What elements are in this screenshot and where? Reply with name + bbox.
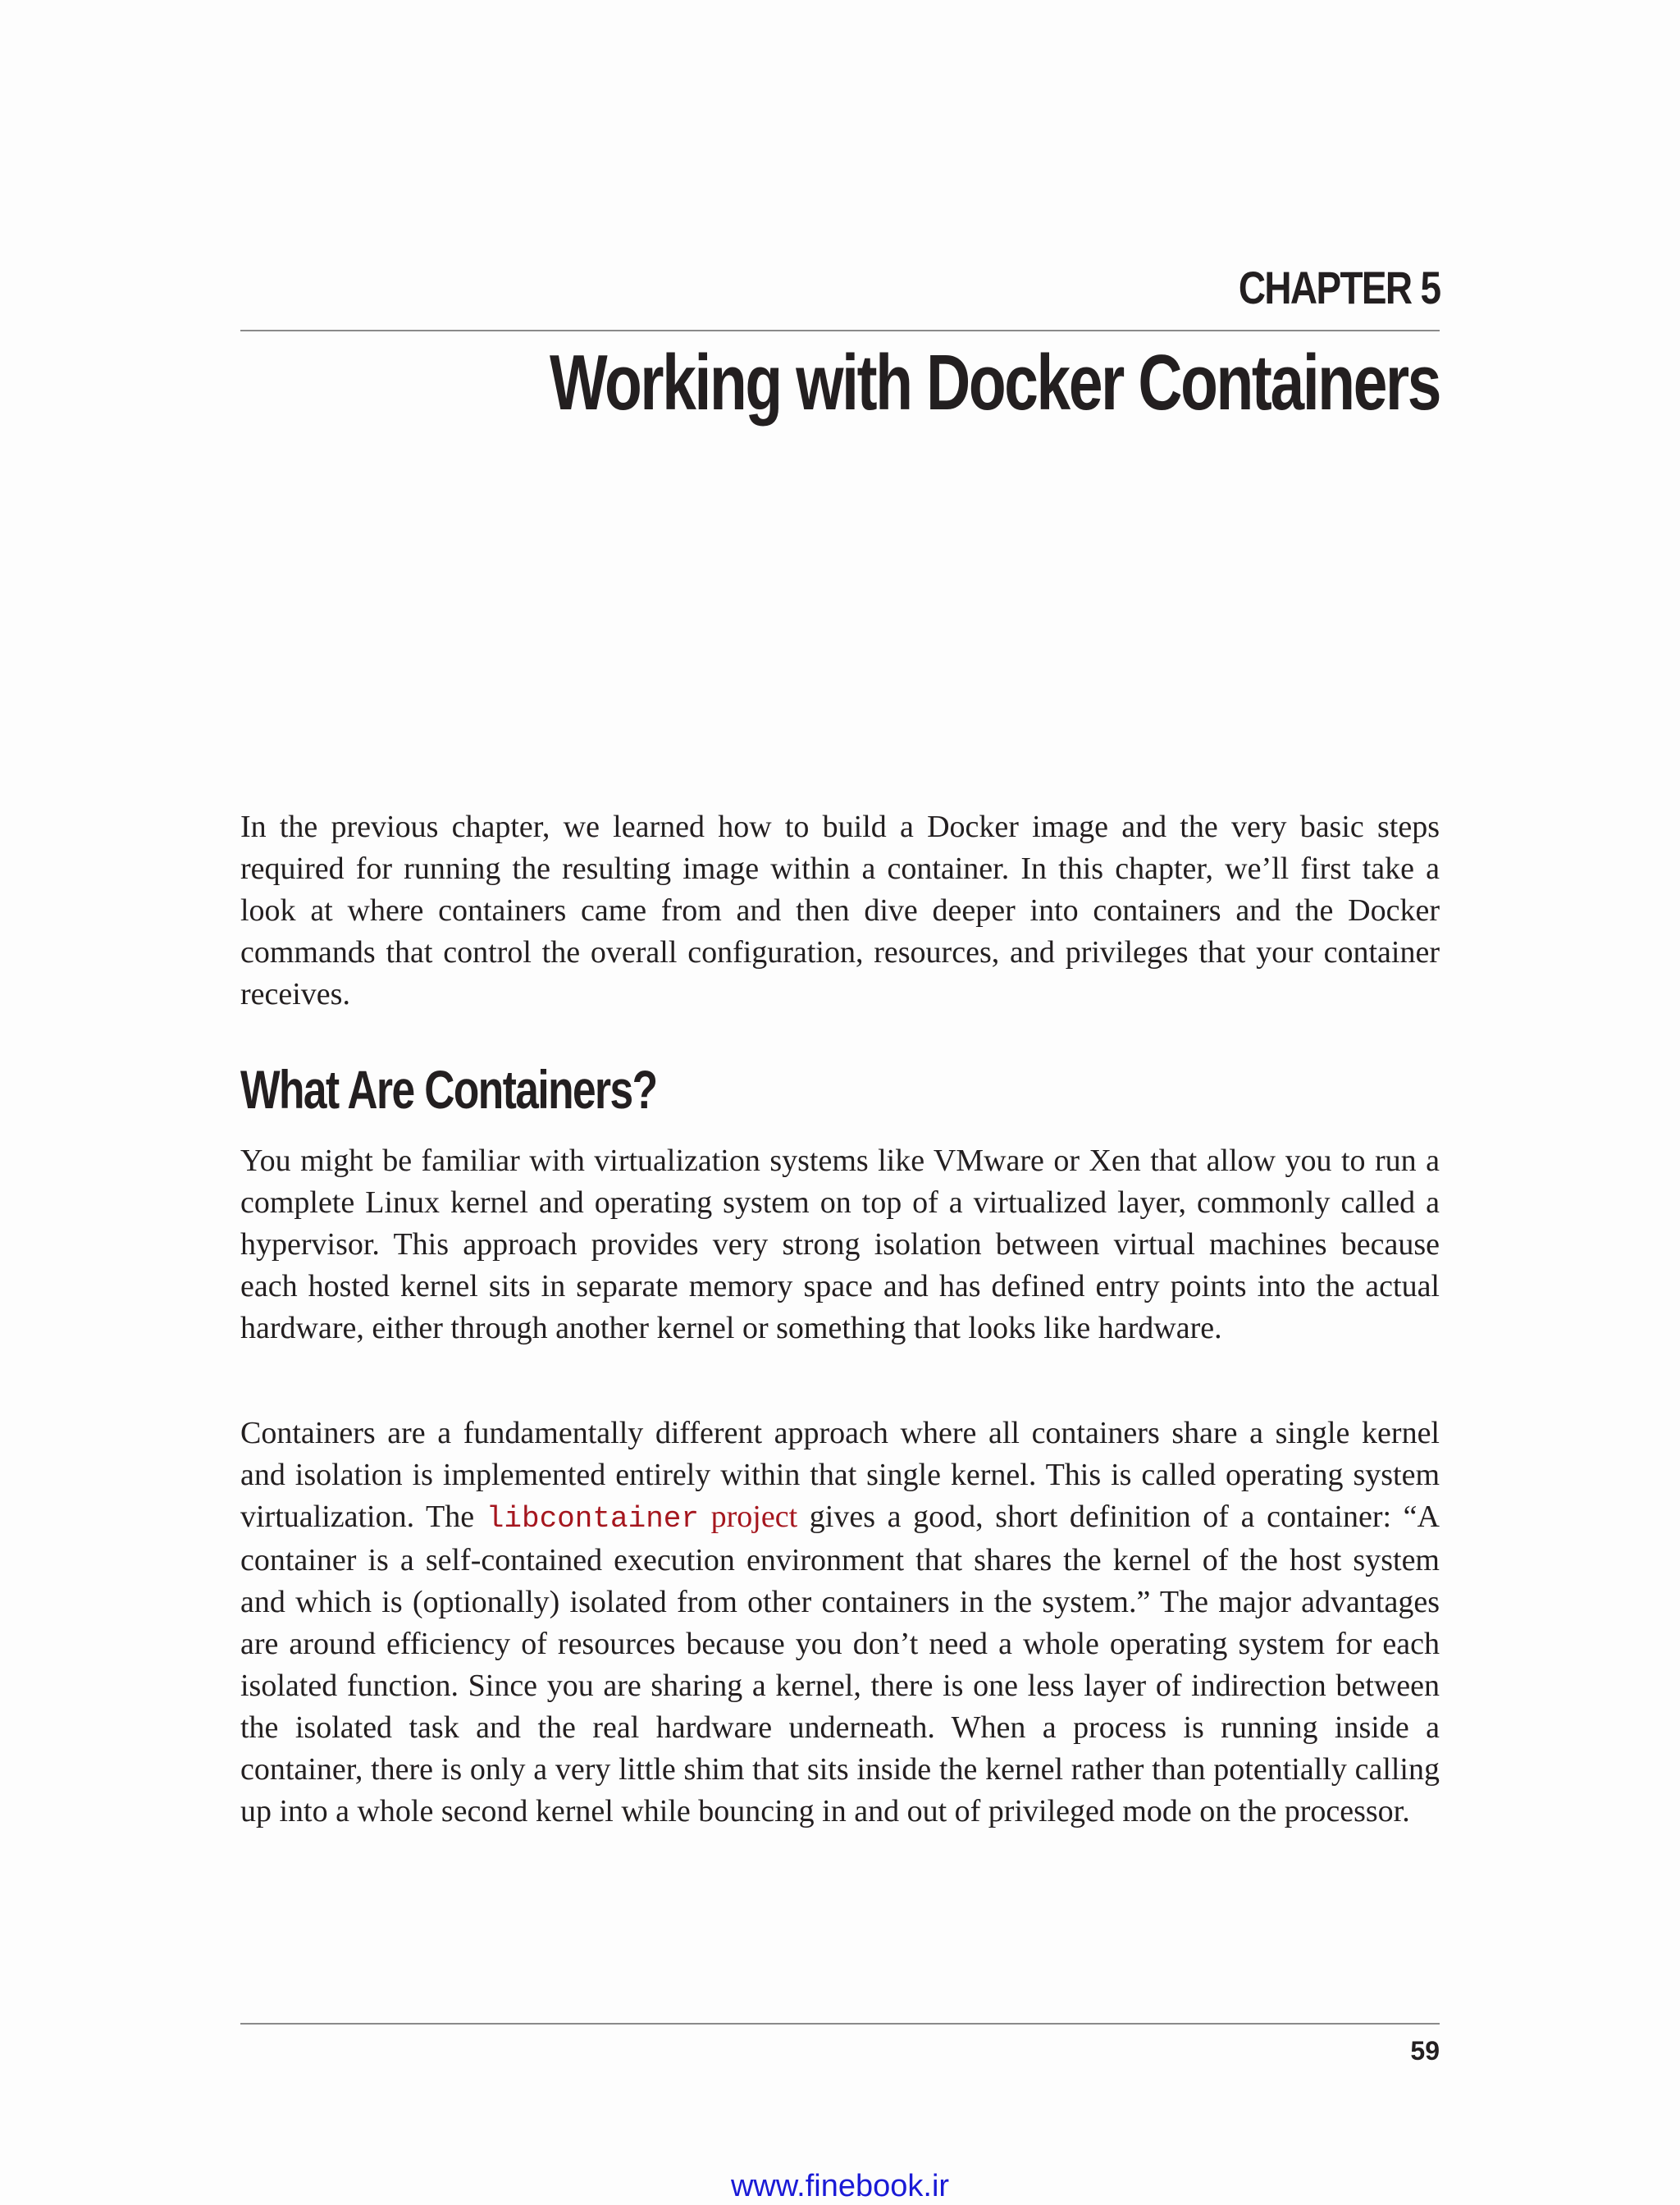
project-link-text: project [699, 1500, 798, 1534]
chapter-title: Working with Docker Containers [549, 339, 1440, 427]
chapter-rule [240, 330, 1440, 331]
intro-paragraph: In the previous chapter, we learned how to build a Docker image and the very basic steps required for running the resulting image within a container. In this chapter, we’ll first take a look at where containers came from and then dive deeper into containers and the Docker commands that control the overall configuration, resources, and privileges that your container receives. [240, 810, 1440, 1011]
page-number: 59 [1410, 2036, 1440, 2066]
section-paragraph-1: You might be familiar with virtualization systems like VMware or Xen that allow you to run a complete Linux kernel and operating system on top of a virtualized layer, commonly called a hypervisor. This approach provides very strong isolation between virtual machines because each hosted kernel sits in separate memory space and has defined entry points into the actual hardware, either through another kernel or something that looks like hardware. [240, 1144, 1440, 1345]
paragraph-2-text-before: Containers are a fundamentally different approach where all containers share a single kernel and isolation is implemented entirely within that single kernel. This is called operating system virtualization. The [240, 1416, 1440, 1534]
libcontainer-project-link[interactable] [486, 1500, 797, 1534]
section-heading: What Are Containers? [240, 1059, 657, 1120]
watermark-text: www.finebook.ir [730, 2169, 950, 2203]
chapter-label: CHAPTER 5 [1238, 262, 1440, 313]
libcontainer-code-text: libcontainer [486, 1502, 700, 1536]
section-paragraph-2 [240, 1413, 1440, 1833]
paragraph-2-text-after: gives a good, short definition of a container: “A container is a self-contained execution environment that shares the kernel of the host system and which is (optionally) isolated from other containers in the system.” The major advantages are around efficiency of resources because you don’t need a whole operating system for each isolated function. Since you are sharing a kernel, there is one less layer of indirection between the isolated task and the real hardware underneath. When a process is running inside a container, there is only a very little shim that sits inside the kernel rather than potentially calling up into a whole second kernel while bouncing in and out of privileged mode on the processor. [240, 1500, 1440, 1828]
footer-rule [240, 2023, 1440, 2025]
